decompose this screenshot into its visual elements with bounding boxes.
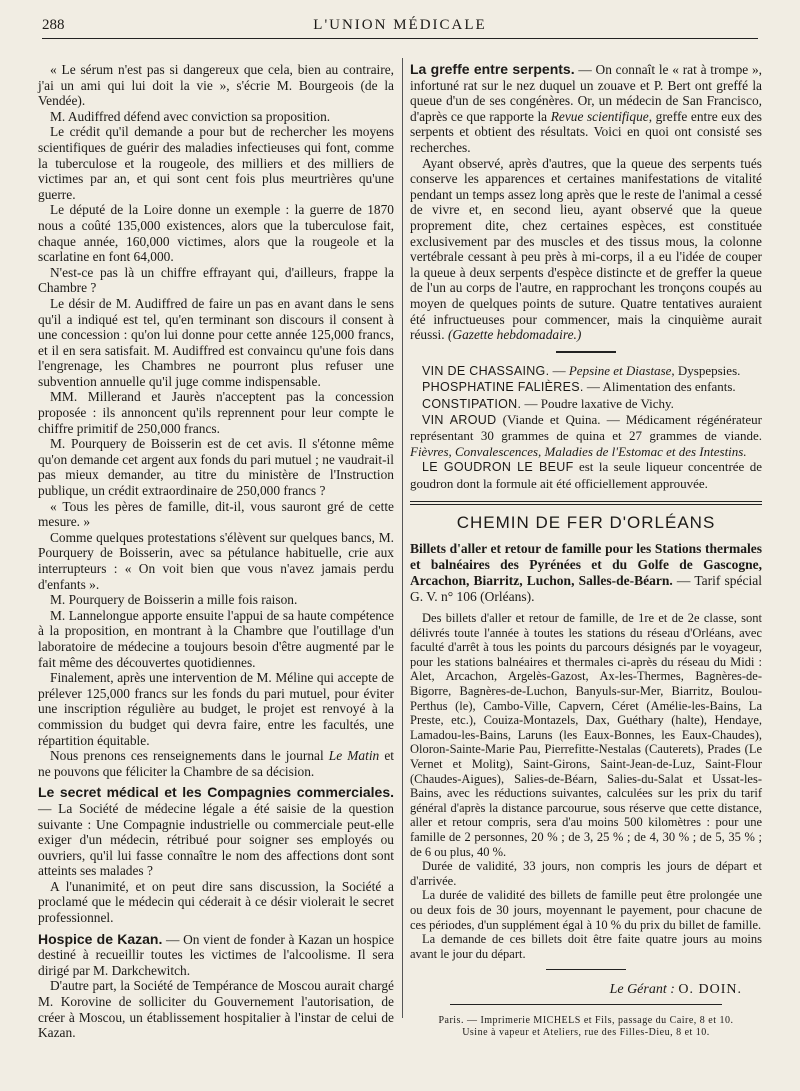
text-run: , greffe entre eux des serpents et obtient des résultats. Voici en quoi ont consisté ses recherches. [410, 108, 762, 155]
paragraph: La durée de validité des billets de famille peut être prolongée une ou deux fois de 30 jours, moyennant le payement, pour chacune de ces périodes, d'un supplément égal à 10 % du prix du billet de famille. [410, 888, 762, 932]
text-run: — [549, 362, 569, 378]
signature-name: O. DOIN. [678, 982, 742, 998]
ad-item [410, 363, 762, 379]
text-run: — On vient de fonder à Kazan un hospice destiné à recueillir toutes les victimes de l'alcoolisme. Il sera dirigé par M. Darkchewitch. [38, 931, 394, 978]
text-run: est la seule liqueur concentrée de goudron dont la formule ait été officiellement approuvée. [410, 459, 763, 491]
article-heading: La greffe entre serpents. [410, 61, 575, 77]
text-run: — La Société de médecine légale a été saisie de la question suivante : Une Compagnie industrielle ou commerciale peut-elle exiger d'un médecin, rétribué pour soigner ses employés ou ouvriers, qu'il lui fasse connaître le nom des affections dont sont atteints ses malades ? [38, 800, 394, 879]
paragraph: Le député de la Loire donne un exemple : la guerre de 1870 nous a coûté 135,000 existences, alors que la tuberculose fait, chaque année, 160,000 victimes, alors que la rougeole et la scarlatine en font 64,000. [38, 202, 394, 265]
text-run: — Alimentation des enfants. [583, 379, 736, 395]
text-run: , Dyspepsies. [671, 362, 741, 378]
railway-tariff: — Tarif spécial G. V. n° 106 (Orléans). [410, 573, 762, 605]
text-run: (Viande et Quina. — Médicament régénérateur représentant 30 grammes de quina et 27 grammes de viande. [410, 411, 763, 444]
paragraph: D'autre part, la Société de Tempérance de Moscou aurait chargé M. Korovine de solliciter du Gouvernement l'autorisation, de créer à Moscou, un établissement hospitalier à l'instar de celui de Kazan. [38, 978, 394, 1041]
article-secret-medical [38, 785, 394, 879]
paragraph: M. Audiffred défend avec conviction sa proposition. [50, 108, 331, 124]
paragraph: MM. Millerand et Jaurès n'acceptent pas la concession proposée : ils annoncent qu'ils reprennent pour leur compte le chiffre primitif de 250,000 francs. [38, 389, 394, 436]
ad-name: VIN AROUD [422, 412, 497, 427]
signature-label: Le Gérant : [609, 982, 679, 998]
printer-line: Paris. — Imprimerie MICHELS et Fils, passage du Caire, 8 et 10. [438, 1014, 734, 1026]
ad-item [410, 379, 762, 395]
section-rule [450, 1004, 722, 1005]
article-greffe-serpents [410, 62, 762, 156]
ad-item [410, 396, 762, 412]
paragraph: A l'unanimité, et on peut dire sans discussion, la Société a proclamé que le médecin qui céderait à ce désir violerait le secret professionnel. [38, 878, 394, 926]
paragraph: Finalement, après une intervention de M. Méline qui accepte de prélever 125,000 francs sur les fonds du pari mutuel, pour éviter une inscription régulière au budget, le projet est renvoyé à la commission du budget qui devra faire, entre les facultés, une répartition équitable. [38, 670, 394, 748]
journal-name: Revue scientifique [550, 108, 649, 124]
paragraph: Le crédit qu'il demande a pour but de rechercher les moyens scientifiques de guérir des maladies infectieuses qui font, comme la tuberculose et la rougeole, des milliers et des milliers de victimes par an, et qui sont cent fois plus meurtrières qu'une guerre. [38, 124, 394, 202]
page-number: 288 [42, 17, 65, 33]
ad-item [410, 412, 762, 459]
right-column [410, 62, 762, 1039]
text-run: — Poudre laxative de Vichy. [521, 395, 674, 411]
paragraph: La demande de ces billets doit être faite quatre jours au moins avant le jour du départ. [410, 932, 762, 961]
paragraph: M. Pourquery de Boisserin est de cet avis. Il s'étonne même qu'on demande cet argent aux fonds du pari mutuel ; ne vaudrait-il pas mieux demander, au titre du ministère de l'Instruction publique, un crédit extraordinaire de 250,000 francs ? [38, 436, 394, 499]
article-heading: Le secret médical et les Compagnies commerciales. [38, 784, 394, 801]
paragraph: Des billets d'aller et retour de famille, de 1re et de 2e classe, sont délivrés toute l'année à toutes les stations du réseau d'Orléans, avec faculté d'arrêt à tous les points du parcours désignés par le voyageur, pour les stations balnéaires et thermales ci-après du réseau du Midi : Alet, Arcachon, Argelès-Gazost, Ax-les-Thermes, Bagnères-de-Bigorre, Bagnères-de-Luchon, Banyuls-sur-Mer, Biarritz, Boulou-Perthus (le), Cambo-Ville, Capvern, Céret (Amélie-les-Bains, La Preste, etc.), Couiza-Montazels, Dax, Guéthary (halte), Hendaye, Lamadou-les-Bains, Laruns (les Eaux-Bonnes, les Eaux-Chaudes), Oloron-Sainte-Marie Pau, Pierrefitte-Nestalas (Cauterets), Prades (Le Vernet et Molitg), Saint-Girons, Saint-Jean-de-Luz, Saint-Flour (Chaudes-Aigues), Salies-de-Béarn, Salies-du-Salat et Ussat-les-Bains, avec les réductions suivantes, calculées sur les prix du tarif général d'après la distance parcourue, sous réserve que cette distance, aller et retour compris, sera d'au moins 500 kilomètres : pour une famille de 2 personnes, 20 % ; de 3, 25 % ; de 4, 30 % ; de 5, 35 % ; de 6 ou plus, 40 %. [410, 611, 762, 859]
text-run: et ne pouvons que féliciter la Chambre de sa décision. [38, 748, 394, 779]
paragraph: M. Lannelongue apporte ensuite l'appui de sa haute compétence à la proposition, en montrant à la Chambre que l'outillage d'un laboratoire de médecine a toujours besoin d'être augmenté par le fait même des découvertes quotidiennes. [38, 607, 394, 670]
column-divider [402, 58, 403, 1018]
ad-emphasis: Fièvres, Convalescences, Maladies de l'Estomac et des Intestins. [410, 443, 747, 459]
text-run: Billets d'aller et retour de famille pour les Stations thermales et balnéaires des Pyrénées et du Golfe de Gascogne, Arcachon, Biarritz, Luchon, Salles-de-Béarn. [410, 541, 762, 589]
signature [410, 982, 762, 998]
left-column [38, 62, 394, 1041]
paragraph: Le désir de M. Audiffred de faire un pas en avant dans le sens qu'il a indiqué est tel, qu'en terminant son discours il consent à une concession : qu'on lui donne pour cette année 125,000 francs, et il en sera satisfait. M. Audiffred est convaincu qu'une fois dans l'engrenage, les Chambres ne pourront plus refuser une subvention annuelle qu'il juge comme indispensable. [38, 295, 394, 389]
printer-imprint [410, 1015, 762, 1039]
text-run: Ayant observé, après d'autres, que la queue des serpents tués conserve les apparences et certaines manifestations de vitalité pendant un temps assez long après que le reste de l'animal a cessé de vivre et, en second lieu, ayant observé que la queue proprement dite, chez certaines espèces, est constituée exclusivement par des muscles et des tissus mous, la colonne vertébrale cessant à peu près à mi-corps, il a eu l'idée de couper la queue à deux serpents d'espèce distincte et de greffer la queue de l'un au corps de l'autre, en rapprochant les tronçons coupés au moyen de quelques points de suture. Quatre tentatives auraient été infructueuses pour commencer, mais la cinquième aurait réussi. [410, 155, 762, 343]
railway-subtitle [410, 541, 762, 605]
paragraph: « Le sérum n'est pas si dangereux que cela, bien au contraire, j'ai un ami qui lui doit la vie », s'écrie M. Bourgeois (de la Vendée). [38, 62, 394, 109]
ad-name: CONSTIPATION. [422, 396, 522, 411]
paragraph [38, 748, 394, 779]
paragraph [410, 156, 762, 343]
paragraph: N'est-ce pas là un chiffre effrayant qui, d'ailleurs, frappe la Chambre ? [38, 264, 394, 296]
printer-line: Usine à vapeur et Ateliers, rue des Filles-Dieu, 8 et 10. [462, 1026, 710, 1038]
page-header [42, 14, 758, 39]
paragraph: Comme quelques protestations s'élèvent sur quelques bancs, M. Pourquery de Boisserin, avec sa pétulance habituelle, crie aux interrupteurs : « On voit bien que vous n'avez jamais perdu d'enfants ». [38, 529, 394, 592]
ad-name: VIN DE CHASSAING. [422, 363, 550, 378]
advertisements [410, 363, 762, 491]
section-rule [546, 969, 626, 970]
paragraph: M. Pourquery de Boisserin a mille fois raison. [50, 592, 298, 608]
journal-title: L'UNION MÉDICALE [313, 17, 487, 33]
ad-name: LE GOUDRON LE BEUF [422, 460, 574, 475]
section-rule [410, 501, 762, 503]
ad-emphasis: Pepsine et Diastase [568, 362, 672, 378]
article-hospice-kazan [38, 932, 394, 979]
source-citation: (Gazette hebdomadaire.) [447, 327, 582, 343]
text-run: — On connaît le « rat à trompe », infortuné rat sur le nez duquel un zouave et P. Bert ont greffé la queue d'un de ses congénères. Or, un médecin de San Francisco, d'après ce que rapporte la [410, 62, 763, 124]
railway-title: CHEMIN DE FER D'ORLÉANS [456, 513, 716, 533]
section-rule [410, 504, 762, 505]
paragraph: Durée de validité, 33 jours, non compris les jours de départ et d'arrivée. [410, 859, 762, 888]
paragraph: « Tous les pères de famille, dit-il, vous sauront gré de cette mesure. » [38, 498, 394, 530]
ad-name: PHOSPHATINE FALIÈRES. [422, 380, 584, 395]
ad-item [410, 459, 762, 491]
text-run: Nous prenons ces renseignements dans le journal [50, 748, 329, 764]
section-rule [556, 351, 616, 353]
article-heading: Hospice de Kazan. [38, 930, 163, 947]
journal-name: Le Matin [328, 748, 380, 764]
